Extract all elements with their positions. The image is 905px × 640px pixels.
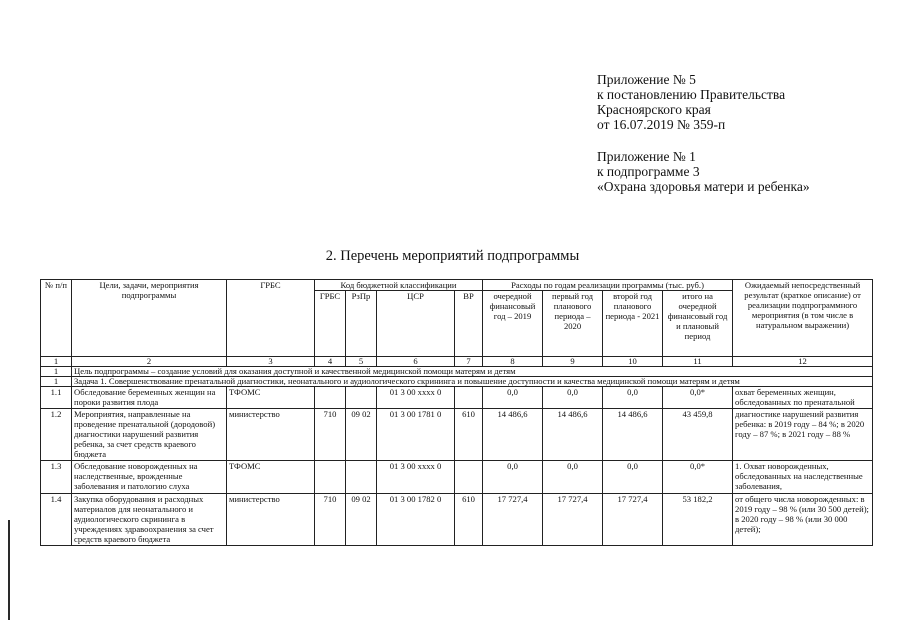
row-grbs: ТФОМС — [227, 461, 315, 494]
row-name: Обследование беременных женщин на пороки развития плода — [72, 387, 227, 409]
section-title: 2. Перечень мероприятий подпрограммы — [325, 248, 580, 264]
row-csr: 01 3 00 1781 0 — [377, 409, 455, 461]
row-name: Мероприятия, направленные на проведение пренатальной (дородовой) диагностики нарушений развития ребенка, за счет средств краевого бюджета — [72, 409, 227, 461]
row-grbs-code — [315, 387, 346, 409]
row-grbs: министерство — [227, 409, 315, 461]
row-2019: 0,0 — [483, 387, 543, 409]
appendix-line: Приложение № 5 — [597, 72, 696, 87]
row-2020: 0,0 — [543, 387, 603, 409]
goal-row — [41, 367, 873, 377]
vr-header: ВР — [455, 291, 483, 357]
measures-table — [40, 279, 873, 546]
total-header: итого на очередной финансовый год и плановый период — [663, 291, 733, 357]
goal-num: 1 — [41, 367, 72, 377]
year-2020-header: первый год планового периода – 2020 — [543, 291, 603, 357]
appendix-line: к постановлению Правительства — [597, 87, 786, 102]
appendix-header — [597, 72, 810, 194]
row-2020: 17 727,4 — [543, 494, 603, 546]
col-number: 9 — [543, 357, 603, 367]
result-header: Ожидаемый непосредственный результат (краткое описание) от реализации подпрограммного мероприятия (в том числе в натуральном выражении) — [733, 280, 873, 357]
row-rzpr: 09 02 — [346, 409, 377, 461]
row-result: охват беременных женщин, обследованных по пренатальной — [733, 387, 873, 409]
row-total: 53 182,2 — [663, 494, 733, 546]
task-row — [41, 377, 873, 387]
subappendix-line: «Охрана здоровья матери и ребенка» — [597, 179, 810, 194]
col-number: 11 — [663, 357, 733, 367]
row-2021: 17 727,4 — [603, 494, 663, 546]
task-text: Задача 1. Совершенствование пренатальной диагностики, неонатального и аудиологического скрининга и повышение доступности и качества медицинской помощи матерям и детям — [72, 377, 873, 387]
task-num: 1 — [41, 377, 72, 387]
col-number: 2 — [72, 357, 227, 367]
row-rzpr: 09 02 — [346, 494, 377, 546]
appendix-line: Красноярского края — [597, 102, 711, 117]
row-grbs: министерство — [227, 494, 315, 546]
row-2019: 17 727,4 — [483, 494, 543, 546]
row-total: 0,0* — [663, 387, 733, 409]
rzpr-header: РзПр — [346, 291, 377, 357]
row-total: 43 459,8 — [663, 409, 733, 461]
row-2020: 0,0 — [543, 461, 603, 494]
row-csr: 01 3 00 xxxx 0 — [377, 387, 455, 409]
row-name: Обследование новорожденных на наследственные, врожденные заболевания и патологию слуха — [72, 461, 227, 494]
row-rzpr — [346, 387, 377, 409]
csr-header: ЦСР — [377, 291, 455, 357]
row-vr — [455, 461, 483, 494]
row-2019: 0,0 — [483, 461, 543, 494]
row-result: диагностике нарушений развития ребенка: в 2019 году – 84 %; в 2020 году – 87 %; в 2021 году – 88 % — [733, 409, 873, 461]
row-2021: 14 486,6 — [603, 409, 663, 461]
row-2019: 14 486,6 — [483, 409, 543, 461]
table-row — [41, 409, 873, 461]
row-total: 0,0* — [663, 461, 733, 494]
col-number: 5 — [346, 357, 377, 367]
col-number: 4 — [315, 357, 346, 367]
table-row — [41, 387, 873, 409]
expenses-header: Расходы по годам реализации программы (тыс. руб.) — [483, 280, 733, 291]
budget-code-header: Код бюджетной классификации — [315, 280, 483, 291]
col-number: 10 — [603, 357, 663, 367]
row-result: от общего числа новорожденных: в 2019 году – 98 % (или 30 500 детей); в 2020 году – 98 % (или 30 000 детей); — [733, 494, 873, 546]
row-2020: 14 486,6 — [543, 409, 603, 461]
column-number-row — [41, 357, 873, 367]
row-vr: 610 — [455, 494, 483, 546]
goal-text: Цель подпрограммы – создание условий для оказания доступной и качественной медицинской помощи матерям и детям — [72, 367, 873, 377]
col-number: 7 — [455, 357, 483, 367]
appendix-line: от 16.07.2019 № 359-п — [597, 117, 726, 132]
year-2019-header: очередной финансовый год – 2019 — [483, 291, 543, 357]
row-num: 1.1 — [41, 387, 72, 409]
row-csr: 01 3 00 1782 0 — [377, 494, 455, 546]
row-rzpr — [346, 461, 377, 494]
row-grbs-code: 710 — [315, 409, 346, 461]
row-grbs: ТФОМС — [227, 387, 315, 409]
row-num: 1.2 — [41, 409, 72, 461]
scan-edge-line — [8, 520, 10, 620]
row-vr: 610 — [455, 409, 483, 461]
year-2021-header: второй год планового периода - 2021 — [603, 291, 663, 357]
col-number: 12 — [733, 357, 873, 367]
row-grbs-code — [315, 461, 346, 494]
table-row — [41, 494, 873, 546]
subappendix-line: Приложение № 1 — [597, 149, 696, 164]
row-num: 1.3 — [41, 461, 72, 494]
col-number: 1 — [41, 357, 72, 367]
row-grbs-code: 710 — [315, 494, 346, 546]
num-header: № п/п — [41, 280, 72, 357]
col-number: 3 — [227, 357, 315, 367]
row-csr: 01 3 00 xxxx 0 — [377, 461, 455, 494]
row-name: Закупка оборудования и расходных материалов для неонатального и аудиологического скрининга в учреждениях здравоохранения за счет средств краевого бюджета — [72, 494, 227, 546]
grbs-header: ГРБС — [227, 280, 315, 357]
row-2021: 0,0 — [603, 461, 663, 494]
col-number: 8 — [483, 357, 543, 367]
row-2021: 0,0 — [603, 387, 663, 409]
table-row — [41, 461, 873, 494]
col-number: 6 — [377, 357, 455, 367]
row-result: 1. Охват новорожденных, обследованных на наследственные заболевания, — [733, 461, 873, 494]
goals-header: Цели, задачи, мероприятия подпрограммы — [72, 280, 227, 357]
grbs-code-header: ГРБС — [315, 291, 346, 357]
row-vr — [455, 387, 483, 409]
subappendix-line: к подпрограмме 3 — [597, 164, 700, 179]
row-num: 1.4 — [41, 494, 72, 546]
header-row — [41, 280, 873, 291]
